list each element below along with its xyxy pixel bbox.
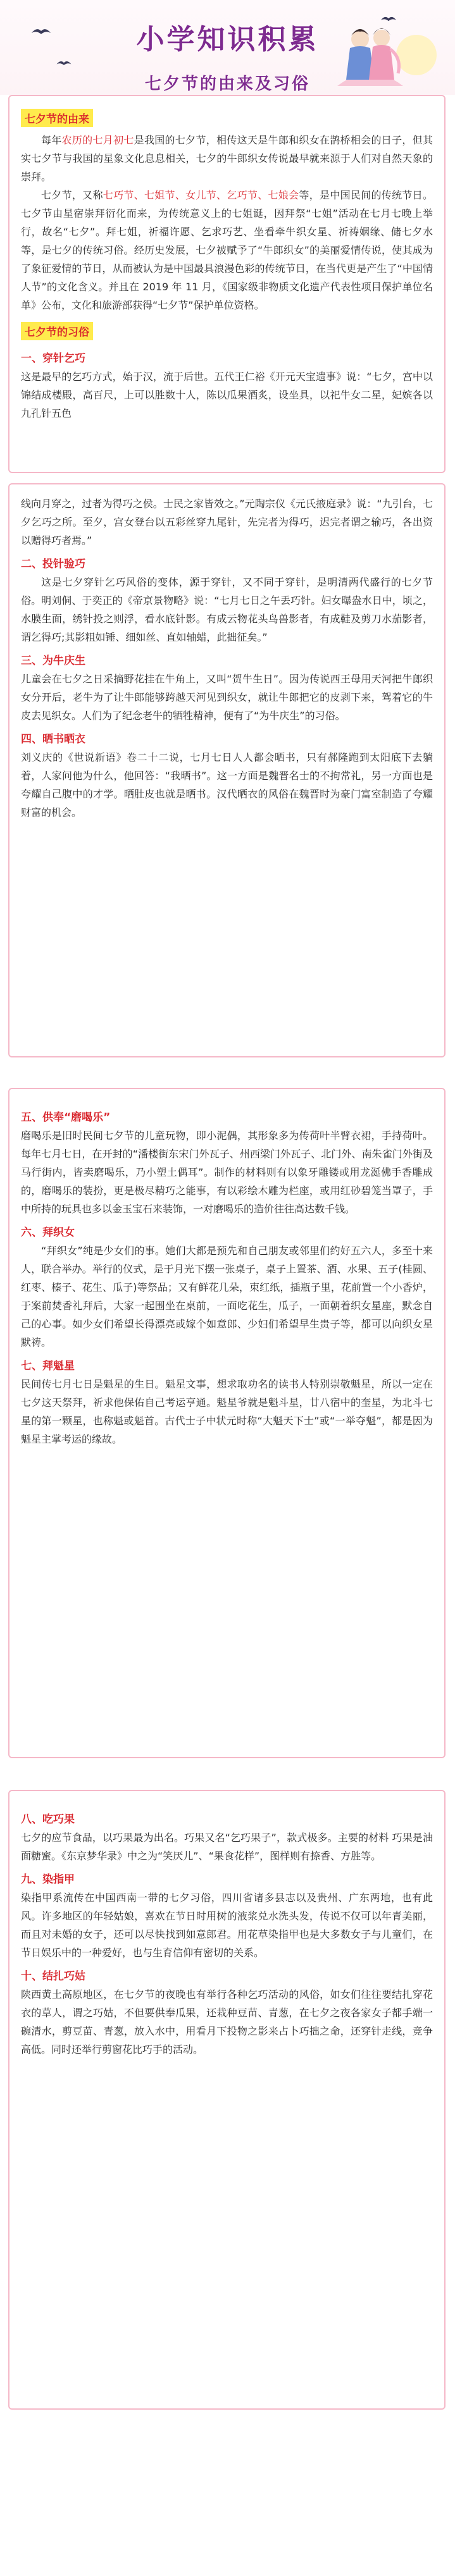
custom-heading-3: 三、为牛庆生 [21,655,85,667]
custom-text-4: 刘义庆的《世说新语》卷二十二说，七月七日人人都会晒书，只有郝隆跑到太阳底下去躺着，人家问他为什么，他回答：“我晒书”。这一方面是魏晋名士的不拘常礼，另一方面也是夸耀自己腹中的才学。晒肚皮也就是晒书。汉代晒衣的风俗在魏晋时为豪门富室制造了夸耀财富的机会。 [21,751,433,818]
page-subtitle: 七夕节的由来及习俗 [144,75,310,94]
customs-card-4 [8,1790,446,2410]
origin-paragraph-2 [21,186,433,314]
custom-heading-1: 一、穿针乞巧 [21,352,85,365]
origin-card [8,95,446,473]
custom-heading-10: 十、结扎巧姑 [21,1970,85,1983]
customs-card-3 [8,1088,446,1758]
custom-heading-6: 六、拜织女 [21,1226,75,1239]
origin-paragraph-1 [21,131,433,186]
section-chip-customs: 七夕节的习俗 [21,322,93,340]
custom-text-1a: 这是最早的乞巧方式，始于汉，流于后世。五代王仁裕《开元天宝遗事》说：“七夕，宫中以锦结成楼殿，高百尺，上可以胜数十人，陈以瓜果酒炙，设坐具，以祀牛女二星，妃嫔各以九孔针五色 [21,371,433,419]
text-span: 每年 [41,134,62,146]
custom-heading-8: 八、吃巧果 [21,1813,75,1826]
custom-text-3: 儿童会在七夕之日采摘野花挂在牛角上，又叫“贺牛生日”。因为传说西王母用天河把牛郎织女分开后，老牛为了让牛郎能够跨越天河见到织女，就让牛郎把它的皮剥下来，驾着它的牛皮去见织女。人们为了纪念老牛的牺牲精神，便有了“为牛庆生”的习俗。 [21,673,433,722]
custom-heading-5: 五、供奉“磨喝乐” [21,1111,111,1124]
custom-text-1b: 线向月穿之，过者为得巧之侯。士民之家皆效之。”元陶宗仪《元氏掖庭录》说：“九引台，七夕乞巧之所。至夕，宫女登台以五彩丝穿九尾针，先完者为得巧，迟完者谓之输巧，各出资以赠得巧者焉。” [21,498,433,546]
page-header [0,0,455,95]
text-span: 是我国的七夕节，相传这天是牛郎和织女在鹊桥相会的日子，但其实七夕节与我国的星象文化息息相关，七夕的牛郎织女传说最早就来源于人们对自然天象的崇拜。 [21,134,433,183]
custom-text-9: 染指甲系流传在中国西南一带的七夕习俗，四川省诸多县志以及贵州、广东两地，也有此风。许多地区的年轻姑娘，喜欢在节日时用树的液浆兑水洗头发，传说不仅可以年青美丽，而且对未婚的女子，还可以尽快找到如意郎君。用花草染指甲也是大多数女子与儿童们，在节日娱乐中的一种爱好，也与生育信仰有密切的关系。 [21,1892,433,1959]
text-span: 七夕节，又称 [41,189,103,201]
section-chip-origin: 七夕节的由来 [21,109,93,127]
custom-heading-7: 七、拜魁星 [21,1360,75,1372]
custom-heading-2: 二、投针验巧 [21,558,85,570]
text-span: 等，是中国民间的传统节日。七夕节由星宿崇拜衍化而来，为传统意义上的七姐诞，因拜祭“七姐”活动在七月七晚上举行，故名“七夕”。拜七姐，祈福许愿、乞求巧艺、坐看牵牛织女星、祈祷姻缘、储七夕水等，是七夕的传统习俗。经历史发展，七夕被赋予了“牛郎织女”的美丽爱情传说，使其成为了象征爱情的节日，从而被认为是中国最具浪漫色彩的传统节日，在当代更是产生了“中国情人节”的文化含义。并且在 2019 年 11 月，《国家级非物质文化遗产代表性项目保护单位名单》公布，文化和旅游部获得“七夕节”保护单位资格。 [21,189,433,311]
custom-text-8: 七夕的应节食品，以巧果最为出名。巧果又名“乞巧果子”，款式极多。主要的材料 巧果是油面糖蜜。《东京梦华录》中之为“笑厌儿”、“果食花样”，图样则有捺香、方胜等。 [21,1832,433,1862]
page-title: 小学知识积累 [136,23,319,56]
cowherd-weaver-couple-icon [332,16,408,91]
magpie-icon [30,25,52,38]
customs-card-2 [8,483,446,1057]
custom-heading-4: 四、晒书晒衣 [21,733,85,746]
custom-heading-9: 九、染指甲 [21,1873,75,1886]
custom-text-7: 民间传七月七日是魁星的生日。魁星文事，想求取功名的读书人特别崇敬魁星，所以一定在七夕这天祭拜，祈求他保佑自己考运亨通。魁星爷就是魁斗星，廿八宿中的奎星，为北斗七星的第一颗星，也称魁或魁首。古代士子中状元时称“大魁天下士”或“一举夺魁”，都是因为魁星主掌考运的缘故。 [21,1378,433,1445]
highlight-aliases: 七巧节、七姐节、女儿节、乞巧节、七娘会 [103,189,299,201]
magpie-icon [56,58,72,68]
custom-text-6: “拜织女”纯是少女们的事。她们大都是预先和自己朋友或邻里们约好五六人，多至十来人，联合举办。举行的仪式，是于月光下摆一张桌子，桌子上置茶、酒、水果、五子(桂圆、红枣、榛子、花生、瓜子)等祭品；又有鲜花几朵，束红纸，插瓶子里，花前置一个小香炉，于案前焚香礼拜后，大家一起围坐在桌前，一面吃花生，瓜子，一面朝着织女星座，默念自己的心事。如少女们希望长得漂亮或嫁个如意郎、少妇们希望早生贵子等，都可以向织女星默祷。 [21,1245,433,1348]
custom-text-5: 磨喝乐是旧时民间七夕节的儿童玩物，即小泥偶，其形象多为传荷叶半臂衣裙，手持荷叶。每年七月七日，在开封的“潘楼街东宋门外瓦子、州西梁门外瓦子、北门外、南朱雀门外街及马行街内，皆卖磨喝乐，乃小塑土偶耳”。制作的材料则有以象牙雕镂或用龙涎佛手香雕成的，磨喝乐的装扮，更是极尽精巧之能事，有以彩绘木雕为栏座，或用红砂碧笼当罩子，手中所持的玩具也多以金玉宝石来装饰，一对磨喝乐的造价往往高达数千钱。 [21,1130,433,1215]
custom-text-2: 这是七夕穿针乞巧风俗的变体，源于穿针，又不同于穿针，是明清两代盛行的七夕节俗。明刘侗、于奕正的《帝京景物略》说：“七月七日之午丢巧针。妇女曝盎水日中，顷之，水膜生面，绣针投之则浮，看水底针影。有成云物花头鸟兽影者，有成鞋及剪刀水茄影者，谓乞得巧;其影粗如锤、细如丝、直如轴蜡，此拙征矣。” [21,576,433,643]
custom-text-10: 陕西黄土高原地区，在七夕节的夜晚也有举行各种乞巧活动的风俗，如女们往往要结扎穿花衣的草人，谓之巧姑，不但要供奉瓜果，还栽种豆苗、青葱，在七夕之夜各家女子都手端一碗清水，剪豆苗、青葱，放入水中，用看月下投物之影来占卜巧拙之命，还穿针走线，竞争高低。同时还举行剪窗花比巧手的活动。 [21,1988,433,2055]
highlight-date: 农历的七月初七 [61,134,134,146]
